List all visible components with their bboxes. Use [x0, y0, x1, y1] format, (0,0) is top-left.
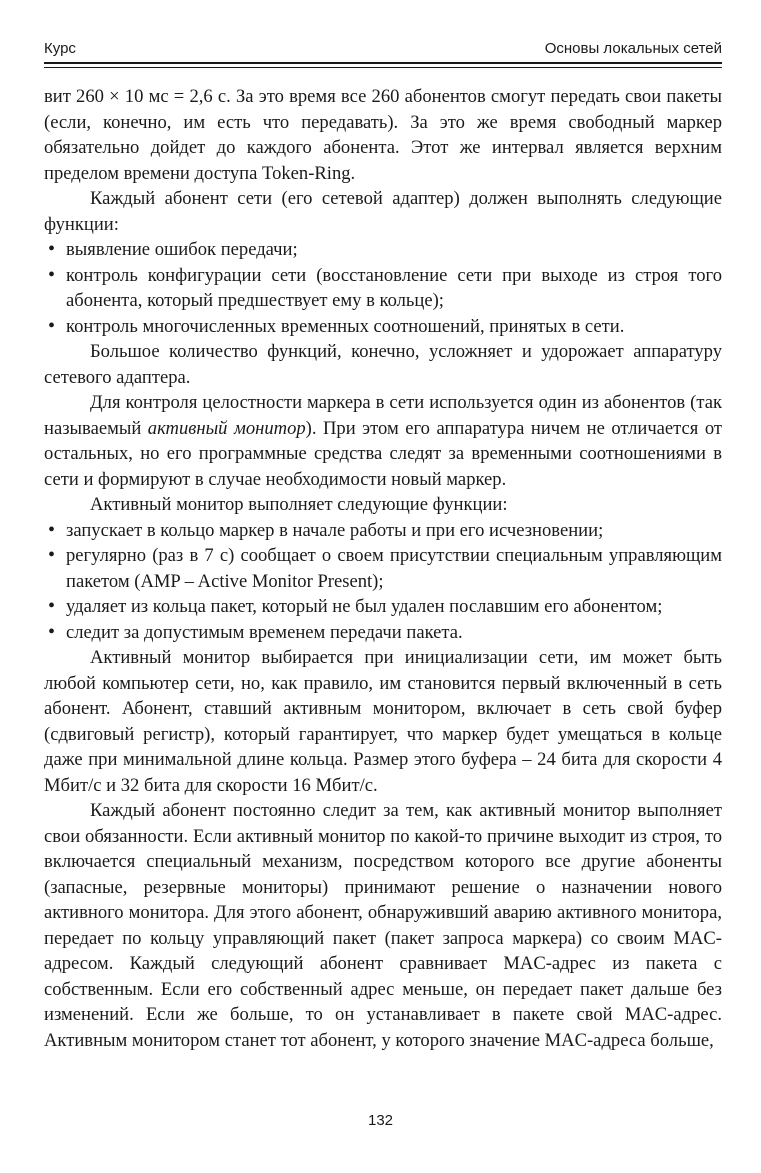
list-item: • контроль многочисленных временных соотношений, принятых в сети.	[44, 314, 722, 340]
running-header	[44, 40, 722, 62]
page-body	[44, 84, 722, 1053]
paragraph-continuation: вит 260 × 10 мс = 2,6 с. За это время все 260 абонентов смогут передать свои пакеты (если, конечно, им есть что передавать). За это же время свободный маркер обязательно дойдет до каждого абонента. Этот же интервал является верхним пределом времени доступа Token-Ring.	[44, 86, 722, 184]
term-active-monitor: активный монитор	[147, 417, 306, 439]
header-rule-thin	[44, 67, 722, 68]
adapter-functions-list	[44, 237, 722, 339]
header-section-title: Основы локальных сетей	[544, 40, 722, 57]
list-item: • следит за допустимым временем передачи пакета.	[44, 620, 722, 646]
list-item: • контроль конфигурации сети (восстановление сети при выходе из строя того абонента, который предшествует ему в кольце);	[44, 263, 722, 314]
list-item: • выявление ошибок передачи;	[44, 237, 722, 263]
list-item: • удаляет из кольца пакет, который не был удален пославшим его абонентом;	[44, 594, 722, 620]
list-item: • регулярно (раз в 7 с) сообщает о своем присутствии специальным управляющим пакетом (AMP – Active Monitor Present);	[44, 543, 722, 594]
list-item: • запускает в кольцо маркер в начале работы и при его исчезновении;	[44, 518, 722, 544]
paragraph-text: Для контроля целостности маркера в сети используется один из абонентов (так называемый	[44, 392, 722, 439]
monitor-functions-list	[44, 518, 722, 646]
paragraph-monitor-failure: Каждый абонент постоянно следит за тем, как активный монитор выполняет свои обязанности. Если активный монитор по какой-то причине выходит из строя, то включается специальный механизм, посредством которого все другие абоненты (запасные, резервные мониторы) принимают решение о назначении нового активного монитора. Для этого абонент, обнаруживший аварию активного монитора, передает по кольцу управляющий пакет (пакет запроса маркера) со своим MAC-адресом. Каждый следующий абонент сравнивает MAC-адрес из пакета с собственным. Если его собственный адрес меньше, он передает пакет дальше без изменений. Если же больше, то он устанавливает в пакете свой MAC-адрес. Активным монитором станет тот абонент, у которого значение MAC-адреса больше,	[44, 800, 722, 1051]
header-rule-thick	[44, 62, 722, 64]
paragraph-complexity: Большое количество функций, конечно, усложняет и удорожает аппаратуру сетевого адаптера.	[44, 341, 722, 388]
paragraph-text: ). При этом его аппаратура ничем не отличается от остальных, но его программные средства следят за временными соотношениями в сети и формируют в случае необходимости новый маркер.	[44, 417, 723, 490]
paragraph-monitor-selection: Активный монитор выбирается при инициализации сети, им может быть любой компьютер сети, но, как правило, им становится первый включенный в сеть абонент. Абонент, ставший активным монитором, включает в сеть свой буфер (сдвиговый регистр), который гарантирует, что маркер будет умещаться в кольце даже при минимальной длине кольца. Размер этого буфера – 24 бита для скорости 4 Мбит/с и 32 бита для скорости 16 Мбит/с.	[44, 647, 722, 796]
paragraph-functions-intro: Каждый абонент сети (его сетевой адаптер) должен выполнять следующие функции:	[44, 188, 722, 235]
page-number: 132	[367, 1112, 394, 1129]
paragraph-active-monitor	[44, 390, 722, 492]
header-course-label: Курс	[44, 40, 76, 57]
paragraph-monitor-intro: Активный монитор выполняет следующие функции:	[90, 494, 508, 515]
